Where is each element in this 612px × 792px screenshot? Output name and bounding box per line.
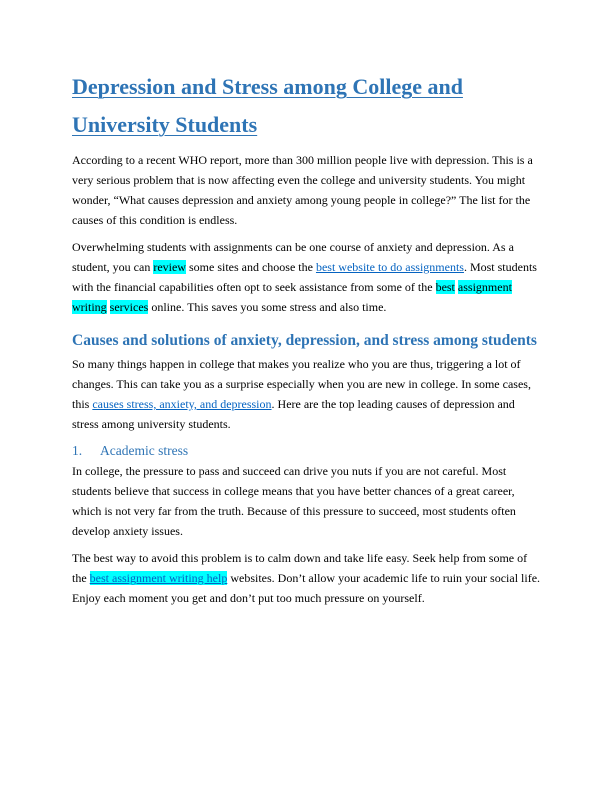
list-number: 1.	[72, 443, 83, 458]
section-heading: Causes and solutions of anxiety, depression, and stress among students	[72, 332, 537, 349]
text-run: . Here are the top leading causes of depression and stress among university students.	[72, 397, 515, 431]
subsection-title: Academic stress	[100, 443, 189, 458]
link-best-assignment-writing-help[interactable]: best assignment writing help	[89, 571, 228, 585]
text-run: So many things happen in college that makes you realize who you are thus, triggering a lot of changes. This can take you as a surprise especially when you are new in college. In some cases, this	[72, 357, 531, 411]
link-best-website-to-do-assignments[interactable]: best website to do assignments	[315, 260, 464, 274]
text-run: websites. Don’t allow your academic life to ruin your social life. Enjoy each moment you get and don’t put too much pressure on yourself.	[72, 571, 541, 605]
academic-stress-paragraph: In college, the pressure to pass and succeed can drive you nuts if you are not careful. Most students believe that success in college means that you have better chances of a great career, which is not very far from the truth. Because of this pressure to succeed, most students often develop anxiety issues.	[72, 464, 516, 538]
text-run: Overwhelming students with assignments can be one course of anxiety and depression. As a student, you can	[72, 240, 514, 274]
assignments-paragraph	[72, 237, 542, 317]
text-run: . Most students with the financial capabilities often opt to seek assistance from some of the	[72, 260, 537, 294]
text-run: online. This saves you some stress and also time.	[148, 300, 387, 314]
advice-paragraph	[72, 548, 542, 608]
intro-paragraph: According to a recent WHO report, more than 300 million people live with depression. This is a very serious problem that is now affecting even the college and university students. You might wonder, “What causes depression and anxiety among young people in college?” The list for the causes of this condition is endless.	[72, 153, 533, 227]
document-title	[72, 68, 542, 144]
highlight-review: review	[153, 260, 186, 274]
causes-paragraph	[72, 354, 542, 434]
highlight-assignment-writing: assignment writing	[72, 280, 512, 314]
link-causes-stress-anxiety-depression[interactable]: causes stress, anxiety, and depression	[92, 397, 272, 411]
highlight-best: best	[435, 280, 455, 294]
title-text: Depression and Stress among College and University Students	[72, 74, 463, 137]
subsection-heading-academic-stress	[72, 441, 542, 461]
text-run: some sites and choose the	[185, 260, 316, 274]
text-run: The best way to avoid this problem is to calm down and take life easy. Seek help from some of the	[72, 551, 528, 585]
document-body	[72, 68, 542, 615]
highlight-services: services	[109, 300, 149, 314]
